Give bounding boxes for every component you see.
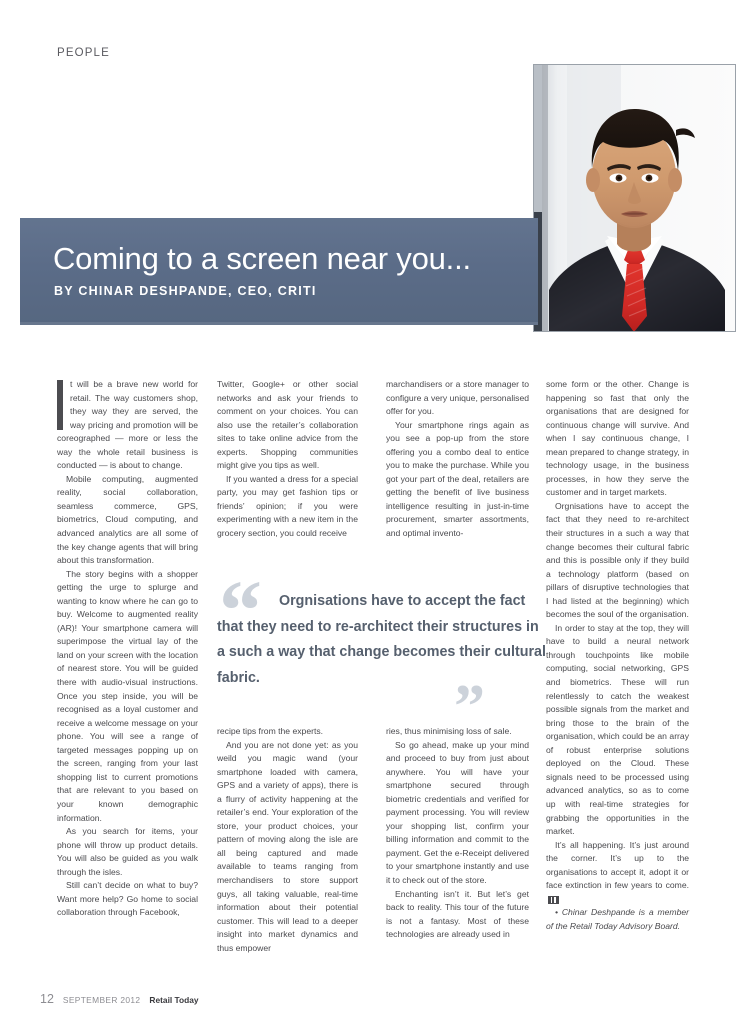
end-mark-icon <box>548 896 559 904</box>
article-column-3-top <box>386 378 529 541</box>
portrait-illustration <box>533 64 736 332</box>
paragraph-text: t will be a brave new world for retail. The way customers shop, they way they are served, the way pricing and promotion will be coreographed — more or less the way the whole retail business is conducted — is about to change. <box>57 379 198 471</box>
paragraph: Mobile computing, augmented reality, social collaboration, seamless commerce, GPS, biometrics, Cloud computing, and advanced analytics are all some of the key change agents that will bring about this transformation. <box>57 473 198 566</box>
page-footer <box>40 992 199 1006</box>
section-kicker: PEOPLE <box>57 47 110 59</box>
paragraph: Enchanting isn’t it. But let’s get back to reality. This tour of the future is not a fantasy. Most of these technologies are already used in <box>386 888 529 940</box>
paragraph: And you are not done yet: as you weild you magic wand (your smartphone loaded with camera, GPS and a variety of apps), there is a flurry of activity happening at the retailer’s end. Your exploration of the store, your product choices, your pattern of moving along the isle are all being captured and made available to teams ranging from merchandisers to store support guys, all taking valuable, real-time information about their potential customer. This will lead to a deeper insight into market dynamics and thus empower <box>217 739 358 953</box>
paragraph: Still can’t decide on what to buy? Want more help? Go home to social collaboration through Facebook, <box>57 880 198 918</box>
paragraph: If you wanted a dress for a special party, you may get fashion tips or friends’ opinion; if you were experimenting with a new item in the grocery section, you could receive <box>217 473 358 539</box>
article-column-1 <box>57 378 198 920</box>
footer-page-number: 12 <box>40 992 54 1006</box>
article-column-4 <box>546 378 689 933</box>
paragraph: some form or the other. Change is happening so fast that only the organisations that are designed for continuous change will survive. And when I say continuous change, I mean prepared to change strategy, in technology usage, in the business processes, in how they serve the customer and in target markets. <box>546 379 689 498</box>
footer-publication: Retail Today <box>149 995 199 1005</box>
article-column-2-top <box>217 378 358 541</box>
paragraph: As you search for items, your phone will throw up product details. You will also be guided as you walk through the isles. <box>57 826 198 877</box>
article-column-3-bottom <box>386 725 529 942</box>
paragraph: ries, thus minimising loss of sale. <box>386 726 512 736</box>
quote-open-mark-icon: “ <box>219 562 262 658</box>
quote-close-mark-icon: ” <box>454 673 485 741</box>
paragraph: So go ahead, make up your mind and proceed to buy from just about anywhere. You will have your smartphone secured through biometric credentials and verified for payment processing. You will review your shopping list, confirm your billing information and commit to the payment. Get the e-Receipt delivered to your smartphone instantly and use it to check out of the store. <box>386 739 529 886</box>
paragraph: Twitter, Google+ or other social networks and ask your friends to comment on your choices. You can also use the retailer’s collaboration sites to take online advice from the experts. Shopping communities might give you tips as well. <box>217 379 358 471</box>
paragraph: Orgnisations have to accept the fact that they need to re-architect their structures in a such a way that change becomes their cultural fabric and this is possible only if they build a technology platform (based on pillars of disruptive technologies that I had listed at the beginning) which becomes the soul of the organisation. <box>546 500 689 620</box>
article-byline: BY CHINAR DESHPANDE, CEO, CRITI <box>54 284 317 298</box>
paragraph-text: It’s all happening. It’s just around the corner. It’s up to the organisations to accept it, adopt it or face extinction in few years to come. <box>546 839 689 891</box>
page-title: Coming to a screen near you... <box>53 241 471 276</box>
headline-banner <box>20 218 538 325</box>
paragraph <box>57 378 198 473</box>
pull-quote-text: Orgnisations have to accept the fact that they need to re-architect their structures in a such a way that change becomes their cultural fabric. <box>217 593 546 686</box>
paragraph: In order to stay at the top, they will have to build a neural network through touchpoints like mobile computing, social networking, GPS and biometrics. These will run relentlessly to catch the weakest possible signals from the market and bring those to the brain of the organisation, which could be an array of robust enterprise solutions deployed on the Cloud. These signals need to be processed using advanced analytics, so as to come up with real-time strategies for grabbing the opportunities in the market. <box>546 622 689 837</box>
drop-cap-i <box>57 380 63 430</box>
author-note: • Chinar Deshpande is a member of the Retail Today Advisory Board. <box>546 907 689 931</box>
paragraph: The story begins with a shopper getting the urge to splurge and wanting to know where he can go to buy. Welcome to augmented reality (AR)! Your smartphone camera will superimpose the virtual lay of the land on your screen with the location of nearest store. You will be guided there with audio-visual instructions. Once you step inside, you will be recognised as a loyal customer and receive a welcome message on your phone. You will see a range of targeted messages popping up on the screen, ranging from your last shopping list to current promotions that are relevant to you based on your known demographic information. <box>57 568 198 823</box>
paragraph: Your smartphone rings again as you see a pop-up from the store offering you a combo deal to entice you to make the purchase. While you got your part of the deal, retailers are getting the benefit of live business intelligence resulting in just-in-time procurement, smarter assortments, and optimal invento- <box>386 419 529 539</box>
author-portrait-photo <box>533 64 736 332</box>
article-column-2-bottom <box>217 725 358 955</box>
footer-issue-date: SEPTEMBER 2012 <box>62 995 141 1005</box>
paragraph: recipe tips from the experts. <box>217 726 324 736</box>
paragraph: marchandisers or a store manager to configure a very unique, personalised offer for you. <box>386 379 529 417</box>
paragraph <box>546 839 689 907</box>
